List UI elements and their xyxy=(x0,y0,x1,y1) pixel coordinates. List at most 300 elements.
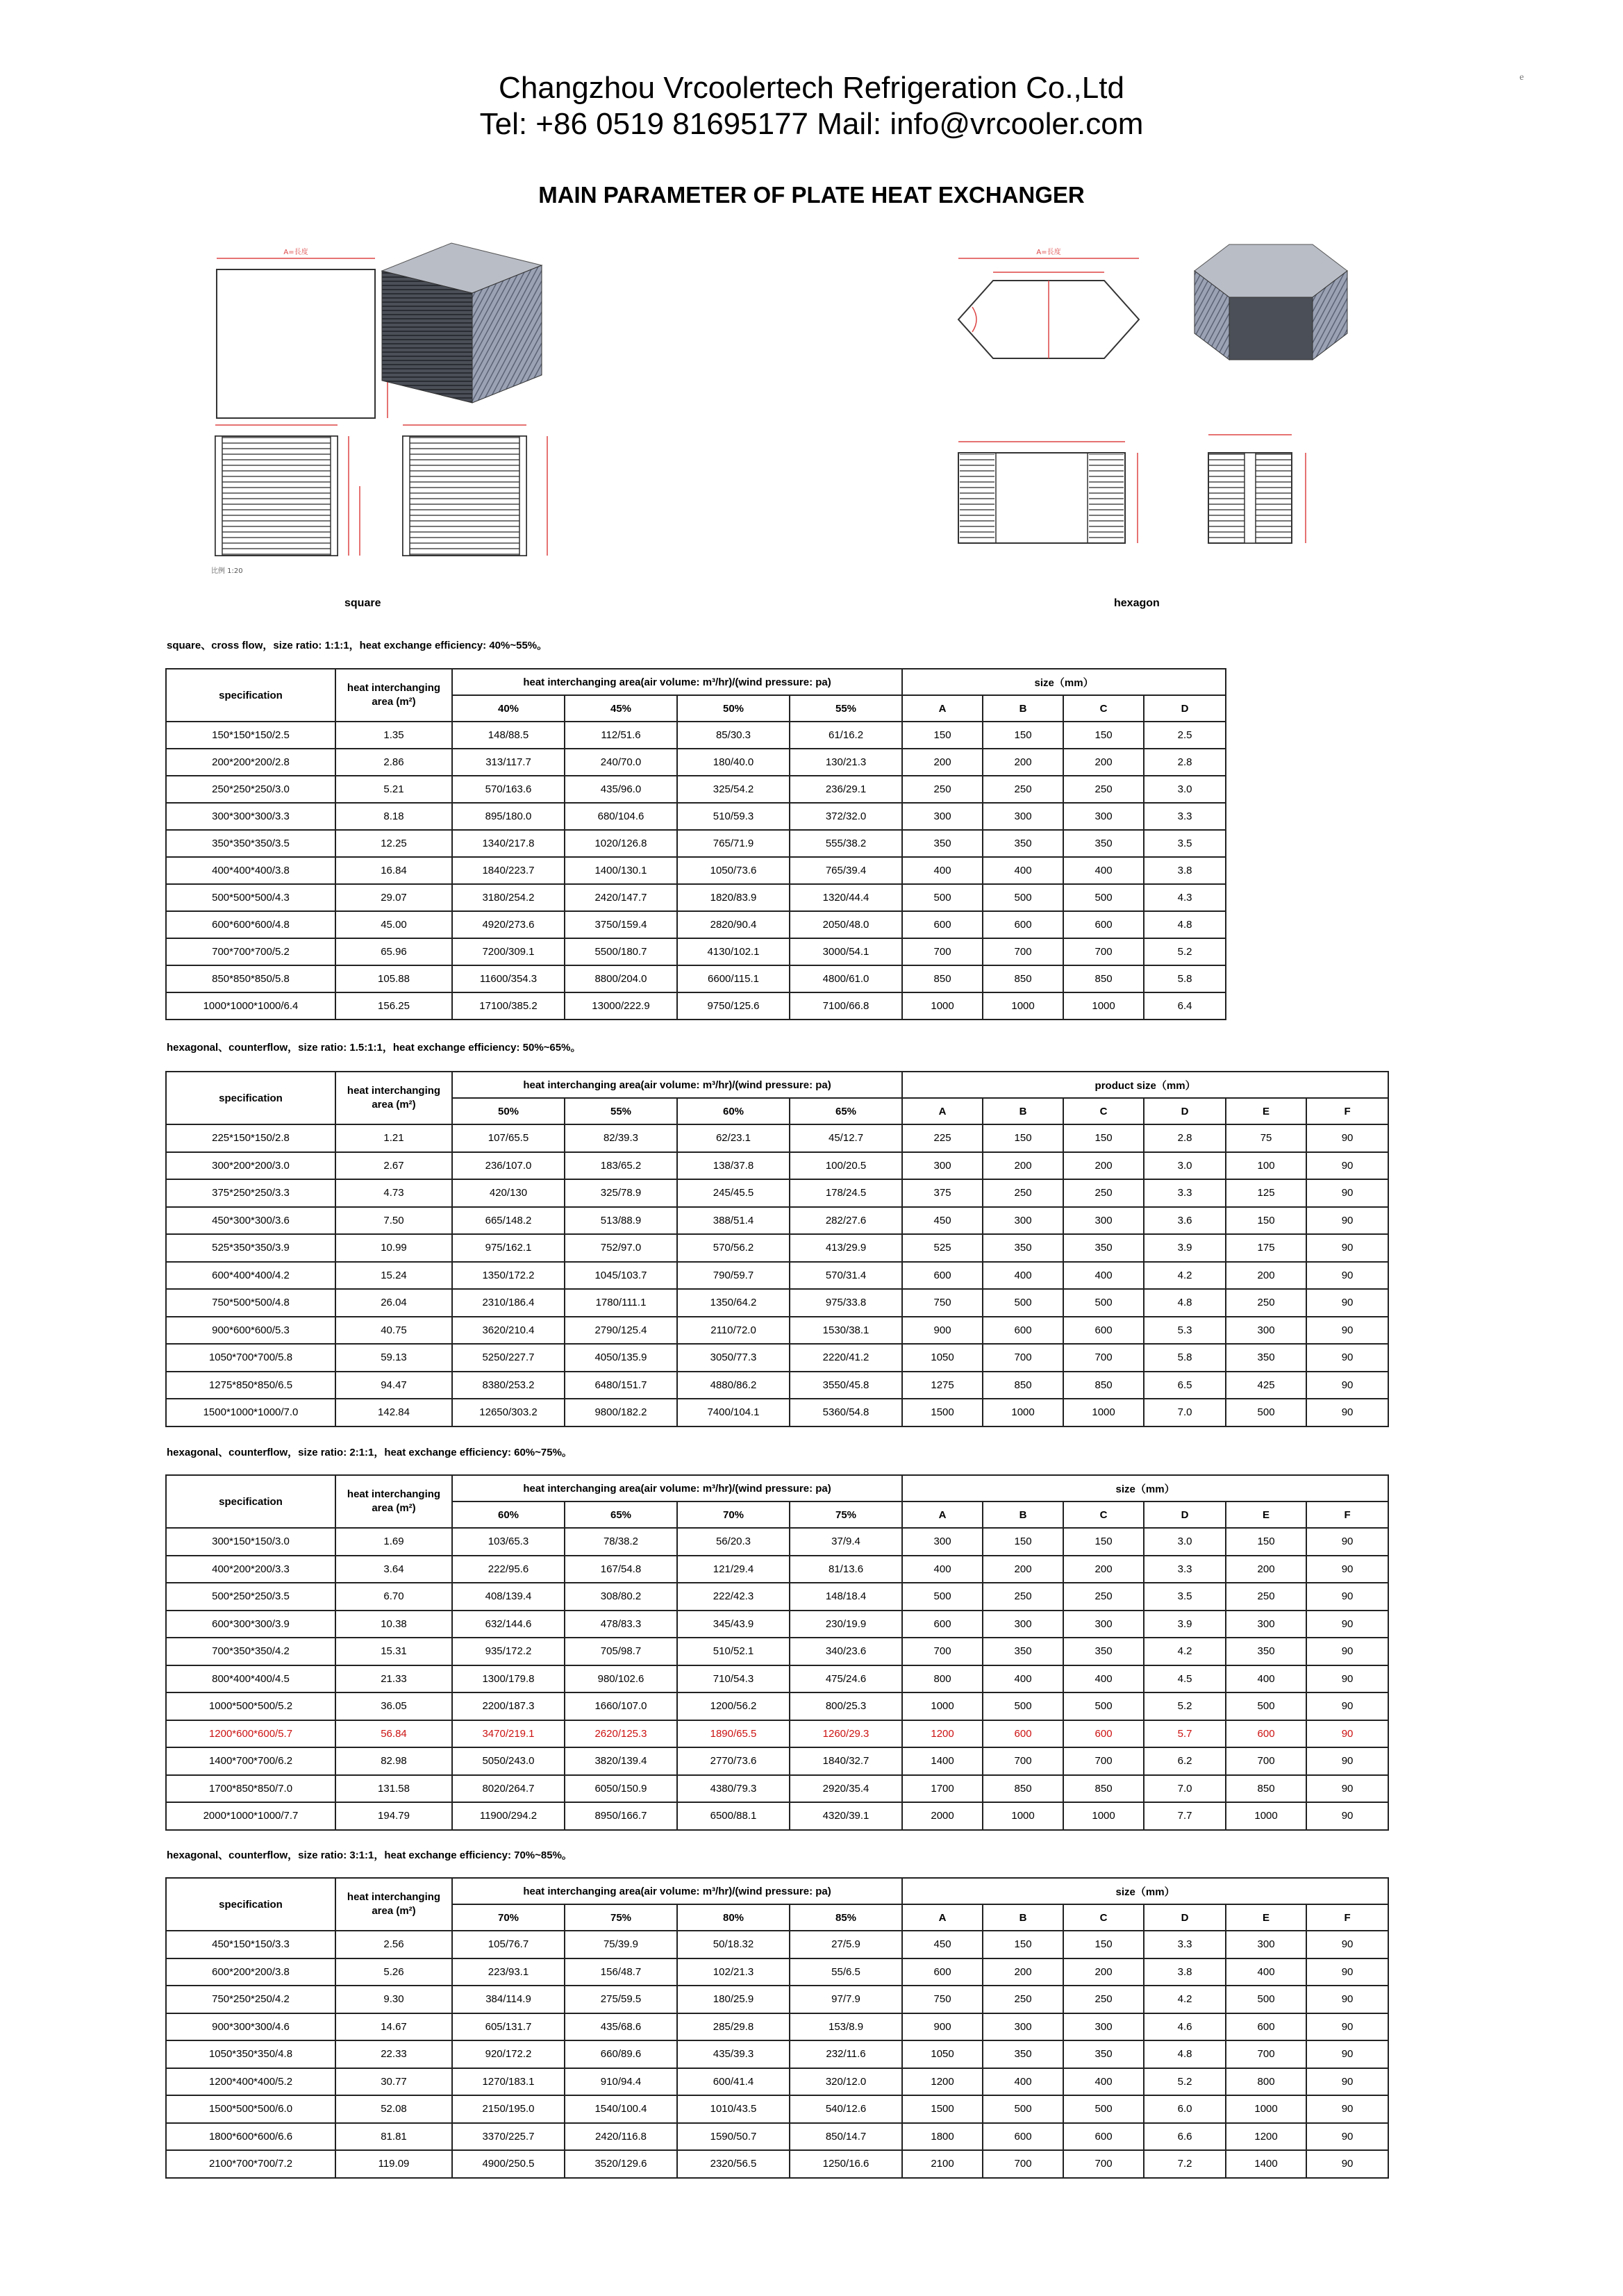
table-row xyxy=(166,830,1226,857)
section-caption: hexagonal、counterflow，size ratio: 3:1:1，heat exchange efficiency: 70%~85%。 xyxy=(167,1849,572,1861)
table-cell: 97/7.9 xyxy=(790,1986,902,2013)
table-cell: 300*300*300/3.3 xyxy=(166,803,335,830)
size-col-header: C xyxy=(1063,1501,1144,1528)
section-caption: square、cross flow，size ratio: 1:1:1，heat exchange efficiency: 40%~55%。 xyxy=(167,640,548,651)
table-cell: 350 xyxy=(1063,2040,1144,2068)
table-cell: 2000 xyxy=(902,1802,983,1830)
table-cell: 150 xyxy=(983,1528,1063,1556)
hexagon-front-view xyxy=(958,247,1139,358)
table-cell: 2420/116.8 xyxy=(565,2123,677,2151)
table-cell: 372/32.0 xyxy=(790,803,902,830)
svg-text:A=長度: A=長度 xyxy=(1036,249,1061,256)
table-cell: 6480/151.7 xyxy=(565,1372,677,1399)
table-cell: 600 xyxy=(902,1262,983,1290)
table-cell: 4.2 xyxy=(1144,1986,1226,2013)
interchange-group-header: heat interchanging area(air volume: m³/hr)/(wind pressure: pa) xyxy=(452,669,902,695)
square-side-view-left xyxy=(211,425,360,575)
table-cell: 1010/43.5 xyxy=(677,2095,790,2123)
table-cell: 200 xyxy=(983,1152,1063,1180)
section-caption: hexagonal、counterflow，size ratio: 1.5:1:1，heat exchange efficiency: 50%~65%。 xyxy=(167,1042,581,1054)
table-cell: 600 xyxy=(983,1720,1063,1748)
table-row xyxy=(166,1583,1388,1611)
table-cell: 320/12.0 xyxy=(790,2068,902,2096)
efficiency-header: 85% xyxy=(790,1904,902,1931)
size-col-header: B xyxy=(983,1501,1063,1528)
table-cell: 240/70.0 xyxy=(565,749,677,776)
table-cell: 1200/56.2 xyxy=(677,1692,790,1720)
table-cell: 250 xyxy=(983,1583,1063,1611)
table-cell: 245/45.5 xyxy=(677,1179,790,1207)
table-cell: 600 xyxy=(902,911,983,938)
table-row xyxy=(166,722,1226,749)
table-cell: 313/117.7 xyxy=(452,749,565,776)
table-cell: 82.98 xyxy=(335,1747,452,1775)
table-cell: 300 xyxy=(1226,1931,1306,1958)
table-cell: 50/18.32 xyxy=(677,1931,790,1958)
table-cell: 250 xyxy=(902,776,983,803)
table-cell: 388/51.4 xyxy=(677,1207,790,1235)
table-cell: 1590/50.7 xyxy=(677,2123,790,2151)
table-cell: 750*250*250/4.2 xyxy=(166,1986,335,2013)
table-cell: 4380/79.3 xyxy=(677,1775,790,1803)
table-cell: 7.2 xyxy=(1144,2150,1226,2178)
table-cell: 1275*850*850/6.5 xyxy=(166,1372,335,1399)
table-cell: 700*700*700/5.2 xyxy=(166,938,335,965)
table-cell: 975/33.8 xyxy=(790,1289,902,1317)
table-cell: 90 xyxy=(1306,1399,1388,1426)
table-cell: 236/107.0 xyxy=(452,1152,565,1180)
table-cell: 90 xyxy=(1306,1720,1388,1748)
table-cell: 1020/126.8 xyxy=(565,830,677,857)
table-cell: 600 xyxy=(1226,2013,1306,2041)
table-cell: 540/12.6 xyxy=(790,2095,902,2123)
table-cell: 121/29.4 xyxy=(677,1556,790,1583)
table-cell: 90 xyxy=(1306,2068,1388,2096)
table-cell: 1400 xyxy=(902,1747,983,1775)
table-cell: 150 xyxy=(983,722,1063,749)
table-cell: 178/24.5 xyxy=(790,1179,902,1207)
table-cell: 90 xyxy=(1306,2095,1388,2123)
table-cell: 3.8 xyxy=(1144,1958,1226,1986)
table-cell: 138/37.8 xyxy=(677,1152,790,1180)
table-cell: 1200 xyxy=(902,1720,983,1748)
table-cell: 300*200*200/3.0 xyxy=(166,1152,335,1180)
table-cell: 236/29.1 xyxy=(790,776,902,803)
table-cell: 8020/264.7 xyxy=(452,1775,565,1803)
hexagon-3d-view xyxy=(1195,244,1347,360)
table-cell: 90 xyxy=(1306,1958,1388,1986)
table-cell: 350 xyxy=(983,830,1063,857)
table-cell: 4.73 xyxy=(335,1179,452,1207)
table-cell: 5.2 xyxy=(1144,2068,1226,2096)
table-cell: 600 xyxy=(902,1611,983,1638)
table-cell: 90 xyxy=(1306,1747,1388,1775)
table-cell: 350 xyxy=(1063,1234,1144,1262)
table-cell: 900*600*600/5.3 xyxy=(166,1317,335,1345)
table-cell: 100 xyxy=(1226,1152,1306,1180)
table-cell: 82/39.3 xyxy=(565,1124,677,1152)
table-cell: 1045/103.7 xyxy=(565,1262,677,1290)
table-cell: 1000 xyxy=(1226,2095,1306,2123)
table-cell: 1050/73.6 xyxy=(677,857,790,884)
table-cell: 3.8 xyxy=(1144,857,1226,884)
table-cell: 200 xyxy=(1063,749,1144,776)
table-cell: 1820/83.9 xyxy=(677,884,790,911)
table-cell: 1000 xyxy=(983,1399,1063,1426)
size-col-header: D xyxy=(1144,1098,1226,1124)
table-cell: 3820/139.4 xyxy=(565,1747,677,1775)
table-cell: 570/163.6 xyxy=(452,776,565,803)
table-cell: 2.56 xyxy=(335,1931,452,1958)
table-cell: 6600/115.1 xyxy=(677,965,790,992)
table-cell: 1000*1000*1000/6.4 xyxy=(166,992,335,1020)
table-cell: 4920/273.6 xyxy=(452,911,565,938)
table-cell: 3.5 xyxy=(1144,830,1226,857)
table-cell: 200 xyxy=(983,1556,1063,1583)
table-cell: 3.3 xyxy=(1144,803,1226,830)
table-row xyxy=(166,1124,1388,1152)
table-cell: 2.8 xyxy=(1144,1124,1226,1152)
table-row xyxy=(166,1802,1388,1830)
table-cell: 1530/38.1 xyxy=(790,1317,902,1345)
document-title: MAIN PARAMETER OF PLATE HEAT EXCHANGER xyxy=(538,182,1085,208)
table-cell: 3.64 xyxy=(335,1556,452,1583)
table-row xyxy=(166,1692,1388,1720)
table-cell: 5360/54.8 xyxy=(790,1399,902,1426)
area-column-header xyxy=(335,1475,452,1528)
hexagonal-2-table xyxy=(165,1474,1389,1831)
table-row xyxy=(166,1234,1388,1262)
table-cell: 200 xyxy=(983,1958,1063,1986)
table-cell: 375 xyxy=(902,1179,983,1207)
table-row xyxy=(166,1528,1388,1556)
table-row xyxy=(166,1152,1388,1180)
table-cell: 600 xyxy=(983,1317,1063,1345)
table-row xyxy=(166,1638,1388,1665)
table-cell: 350 xyxy=(1063,1638,1144,1665)
area-header-line2: area (m²) xyxy=(372,1502,416,1514)
table-cell: 1260/29.3 xyxy=(790,1720,902,1748)
table-cell: 3470/219.1 xyxy=(452,1720,565,1748)
table-row xyxy=(166,1931,1388,1958)
table-cell: 94.47 xyxy=(335,1372,452,1399)
table-cell: 1000 xyxy=(1063,1399,1144,1426)
table-cell: 105.88 xyxy=(335,965,452,992)
area-column-header xyxy=(335,1072,452,1124)
table-cell: 300*150*150/3.0 xyxy=(166,1528,335,1556)
table-cell: 400 xyxy=(983,1665,1063,1693)
area-column-header xyxy=(335,669,452,722)
table-cell: 700 xyxy=(983,938,1063,965)
table-cell: 300 xyxy=(1226,1317,1306,1345)
table-cell: 21.33 xyxy=(335,1665,452,1693)
table-cell: 325/78.9 xyxy=(565,1179,677,1207)
table-cell: 570/56.2 xyxy=(677,1234,790,1262)
table-cell: 90 xyxy=(1306,1289,1388,1317)
table-cell: 156/48.7 xyxy=(565,1958,677,1986)
table-cell: 45/12.7 xyxy=(790,1124,902,1152)
table-row xyxy=(166,1399,1388,1426)
table-cell: 700 xyxy=(1063,1747,1144,1775)
table-cell: 700 xyxy=(1226,1747,1306,1775)
table-cell: 4130/102.1 xyxy=(677,938,790,965)
size-col-header: E xyxy=(1226,1904,1306,1931)
table-row xyxy=(166,749,1226,776)
table-cell: 250 xyxy=(1226,1289,1306,1317)
table-cell: 1660/107.0 xyxy=(565,1692,677,1720)
size-col-header: C xyxy=(1063,1098,1144,1124)
table-cell: 153/8.9 xyxy=(790,2013,902,2041)
table-cell: 2050/48.0 xyxy=(790,911,902,938)
table-cell: 90 xyxy=(1306,2150,1388,2178)
table-cell: 1000 xyxy=(1226,1802,1306,1830)
table-cell: 400*200*200/3.3 xyxy=(166,1556,335,1583)
table-cell: 90 xyxy=(1306,1528,1388,1556)
table-cell: 450 xyxy=(902,1207,983,1235)
table-cell: 1500*500*500/6.0 xyxy=(166,2095,335,2123)
table-cell: 665/148.2 xyxy=(452,1207,565,1235)
table-cell: 90 xyxy=(1306,1583,1388,1611)
table-cell: 2.86 xyxy=(335,749,452,776)
size-col-header: A xyxy=(902,695,983,722)
table-cell: 900*300*300/4.6 xyxy=(166,2013,335,2041)
table-cell: 450 xyxy=(902,1931,983,1958)
table-cell: 6050/150.9 xyxy=(565,1775,677,1803)
table-cell: 500 xyxy=(1226,1399,1306,1426)
table-cell: 1800*600*600/6.6 xyxy=(166,2123,335,2151)
table-cell: 400 xyxy=(983,857,1063,884)
table-cell: 600*600*600/4.8 xyxy=(166,911,335,938)
table-cell: 1350/172.2 xyxy=(452,1262,565,1290)
table-cell: 9.30 xyxy=(335,1986,452,2013)
table-cell: 300 xyxy=(902,1528,983,1556)
table-cell: 12650/303.2 xyxy=(452,1399,565,1426)
table-cell: 13000/222.9 xyxy=(565,992,677,1020)
table-cell: 710/54.3 xyxy=(677,1665,790,1693)
table-cell: 300 xyxy=(1063,2013,1144,2041)
table-cell: 275/59.5 xyxy=(565,1986,677,2013)
table-cell: 250 xyxy=(1063,1179,1144,1207)
table-cell: 300 xyxy=(902,803,983,830)
size-col-header: A xyxy=(902,1098,983,1124)
size-col-header: F xyxy=(1306,1501,1388,1528)
table-cell: 500 xyxy=(1063,1289,1144,1317)
table-cell: 200 xyxy=(1226,1262,1306,1290)
size-col-header: B xyxy=(983,695,1063,722)
table-cell: 223/93.1 xyxy=(452,1958,565,1986)
table-cell: 600 xyxy=(983,911,1063,938)
table-cell: 1000 xyxy=(1063,992,1144,1020)
svg-text:A=長度: A=長度 xyxy=(283,249,308,256)
table-cell: 2310/186.4 xyxy=(452,1289,565,1317)
table-cell: 1500 xyxy=(902,1399,983,1426)
table-cell: 4.5 xyxy=(1144,1665,1226,1693)
table-cell: 56/20.3 xyxy=(677,1528,790,1556)
table-cell: 6.70 xyxy=(335,1583,452,1611)
table-cell: 6.6 xyxy=(1144,2123,1226,2151)
table-cell: 350 xyxy=(1226,1638,1306,1665)
table-cell: 700 xyxy=(902,938,983,965)
table-cell: 700 xyxy=(1063,1344,1144,1372)
table-cell: 435/39.3 xyxy=(677,2040,790,2068)
spec-column-header: specification xyxy=(166,1878,335,1931)
table-cell: 250*250*250/3.0 xyxy=(166,776,335,803)
table-cell: 555/38.2 xyxy=(790,830,902,857)
table-cell: 5.7 xyxy=(1144,1720,1226,1748)
table-row xyxy=(166,1344,1388,1372)
table-cell: 200 xyxy=(1226,1556,1306,1583)
table-cell: 435/96.0 xyxy=(565,776,677,803)
table-cell: 8380/253.2 xyxy=(452,1372,565,1399)
table-cell: 700 xyxy=(983,1747,1063,1775)
table-cell: 500 xyxy=(1063,1692,1144,1720)
table-row xyxy=(166,2123,1388,2151)
table-cell: 800 xyxy=(902,1665,983,1693)
table-cell: 400 xyxy=(1226,1958,1306,1986)
table-cell: 1890/65.5 xyxy=(677,1720,790,1748)
table-cell: 1.69 xyxy=(335,1528,452,1556)
table-cell: 850 xyxy=(902,965,983,992)
table-cell: 5.2 xyxy=(1144,1692,1226,1720)
table-row xyxy=(166,1720,1388,1748)
table-cell: 282/27.6 xyxy=(790,1207,902,1235)
table-cell: 600*300*300/3.9 xyxy=(166,1611,335,1638)
table-cell: 850 xyxy=(1063,1775,1144,1803)
table-row xyxy=(166,992,1226,1020)
table-cell: 513/88.9 xyxy=(565,1207,677,1235)
table-cell: 500 xyxy=(983,1692,1063,1720)
table-cell: 300 xyxy=(983,803,1063,830)
table-cell: 1400/130.1 xyxy=(565,857,677,884)
table-cell: 150 xyxy=(983,1931,1063,1958)
table-cell: 3.0 xyxy=(1144,1152,1226,1180)
table-cell: 3.9 xyxy=(1144,1234,1226,1262)
table-cell: 350*350*350/3.5 xyxy=(166,830,335,857)
table-cell: 90 xyxy=(1306,1317,1388,1345)
efficiency-header: 60% xyxy=(452,1501,565,1528)
table-cell: 150*150*150/2.5 xyxy=(166,722,335,749)
size-col-header: F xyxy=(1306,1904,1388,1931)
table-cell: 62/23.1 xyxy=(677,1124,790,1152)
table-row xyxy=(166,1262,1388,1290)
area-header-line1: heat interchanging xyxy=(347,1085,441,1097)
table-cell: 90 xyxy=(1306,1372,1388,1399)
size-group-header: product size（mm） xyxy=(902,1072,1388,1098)
table-cell: 180/25.9 xyxy=(677,1986,790,2013)
table-row xyxy=(166,803,1226,830)
size-col-header: D xyxy=(1144,695,1226,722)
table-cell: 150 xyxy=(1226,1207,1306,1235)
table-cell: 175 xyxy=(1226,1234,1306,1262)
table-cell: 5.8 xyxy=(1144,1344,1226,1372)
size-group-header: size（mm） xyxy=(902,1475,1388,1501)
table-cell: 350 xyxy=(902,830,983,857)
table-cell: 6.0 xyxy=(1144,2095,1226,2123)
table-cell: 200 xyxy=(1063,1958,1144,1986)
table-cell: 150 xyxy=(1063,1124,1144,1152)
table-row xyxy=(166,911,1226,938)
table-row xyxy=(166,884,1226,911)
table-cell: 7100/66.8 xyxy=(790,992,902,1020)
table-cell: 1275 xyxy=(902,1372,983,1399)
table-cell: 384/114.9 xyxy=(452,1986,565,2013)
table-cell: 4.6 xyxy=(1144,2013,1226,2041)
table-cell: 765/71.9 xyxy=(677,830,790,857)
table-cell: 250 xyxy=(983,776,1063,803)
table-cell: 7.50 xyxy=(335,1207,452,1235)
table-cell: 3.6 xyxy=(1144,1207,1226,1235)
table-cell: 350 xyxy=(983,2040,1063,2068)
table-cell: 300 xyxy=(983,1207,1063,1235)
spec-column-header: specification xyxy=(166,669,335,722)
table-cell: 800/25.3 xyxy=(790,1692,902,1720)
table-cell: 3620/210.4 xyxy=(452,1317,565,1345)
size-col-header: A xyxy=(902,1501,983,1528)
table-cell: 11900/294.2 xyxy=(452,1802,565,1830)
table-cell: 12.25 xyxy=(335,830,452,857)
table-cell: 500 xyxy=(1063,2095,1144,2123)
table-cell: 400 xyxy=(983,1262,1063,1290)
table-cell: 148/18.4 xyxy=(790,1583,902,1611)
table-cell: 600 xyxy=(902,1958,983,1986)
table-cell: 4.3 xyxy=(1144,884,1226,911)
table-cell: 1000 xyxy=(983,1802,1063,1830)
table-cell: 400*400*400/3.8 xyxy=(166,857,335,884)
table-cell: 200 xyxy=(1063,1556,1144,1583)
table-cell: 1050 xyxy=(902,2040,983,2068)
size-col-header: B xyxy=(983,1098,1063,1124)
table-cell: 78/38.2 xyxy=(565,1528,677,1556)
table-cell: 2920/35.4 xyxy=(790,1775,902,1803)
table-cell: 1200*600*600/5.7 xyxy=(166,1720,335,1748)
table-cell: 90 xyxy=(1306,2013,1388,2041)
table-cell: 1320/44.4 xyxy=(790,884,902,911)
table-cell: 5.3 xyxy=(1144,1317,1226,1345)
corner-mark: e xyxy=(1520,72,1524,83)
table-cell: 90 xyxy=(1306,1152,1388,1180)
table-cell: 3.3 xyxy=(1144,1179,1226,1207)
table-cell: 600*400*400/4.2 xyxy=(166,1262,335,1290)
table-cell: 570/31.4 xyxy=(790,1262,902,1290)
table-cell: 2620/125.3 xyxy=(565,1720,677,1748)
efficiency-header: 65% xyxy=(790,1098,902,1124)
table-cell: 90 xyxy=(1306,1556,1388,1583)
table-cell: 632/144.6 xyxy=(452,1611,565,1638)
table-cell: 15.31 xyxy=(335,1638,452,1665)
table-cell: 7.0 xyxy=(1144,1399,1226,1426)
table-cell: 850 xyxy=(983,965,1063,992)
table-cell: 765/39.4 xyxy=(790,857,902,884)
table-cell: 1050*700*700/5.8 xyxy=(166,1344,335,1372)
table-cell: 1000*500*500/5.2 xyxy=(166,1692,335,1720)
efficiency-header: 80% xyxy=(677,1904,790,1931)
table-cell: 525*350*350/3.9 xyxy=(166,1234,335,1262)
table-cell: 4050/135.9 xyxy=(565,1344,677,1372)
table-cell: 27/5.9 xyxy=(790,1931,902,1958)
table-cell: 250 xyxy=(983,1986,1063,2013)
table-cell: 61/16.2 xyxy=(790,722,902,749)
table-row xyxy=(166,2068,1388,2096)
table-cell: 3.3 xyxy=(1144,1931,1226,1958)
table-cell: 7.7 xyxy=(1144,1802,1226,1830)
area-header-line2: area (m²) xyxy=(372,1905,416,1917)
table-cell: 125 xyxy=(1226,1179,1306,1207)
table-cell: 250 xyxy=(1063,776,1144,803)
size-col-header: C xyxy=(1063,1904,1144,1931)
table-cell: 705/98.7 xyxy=(565,1638,677,1665)
table-row xyxy=(166,1611,1388,1638)
efficiency-header: 65% xyxy=(565,1501,677,1528)
